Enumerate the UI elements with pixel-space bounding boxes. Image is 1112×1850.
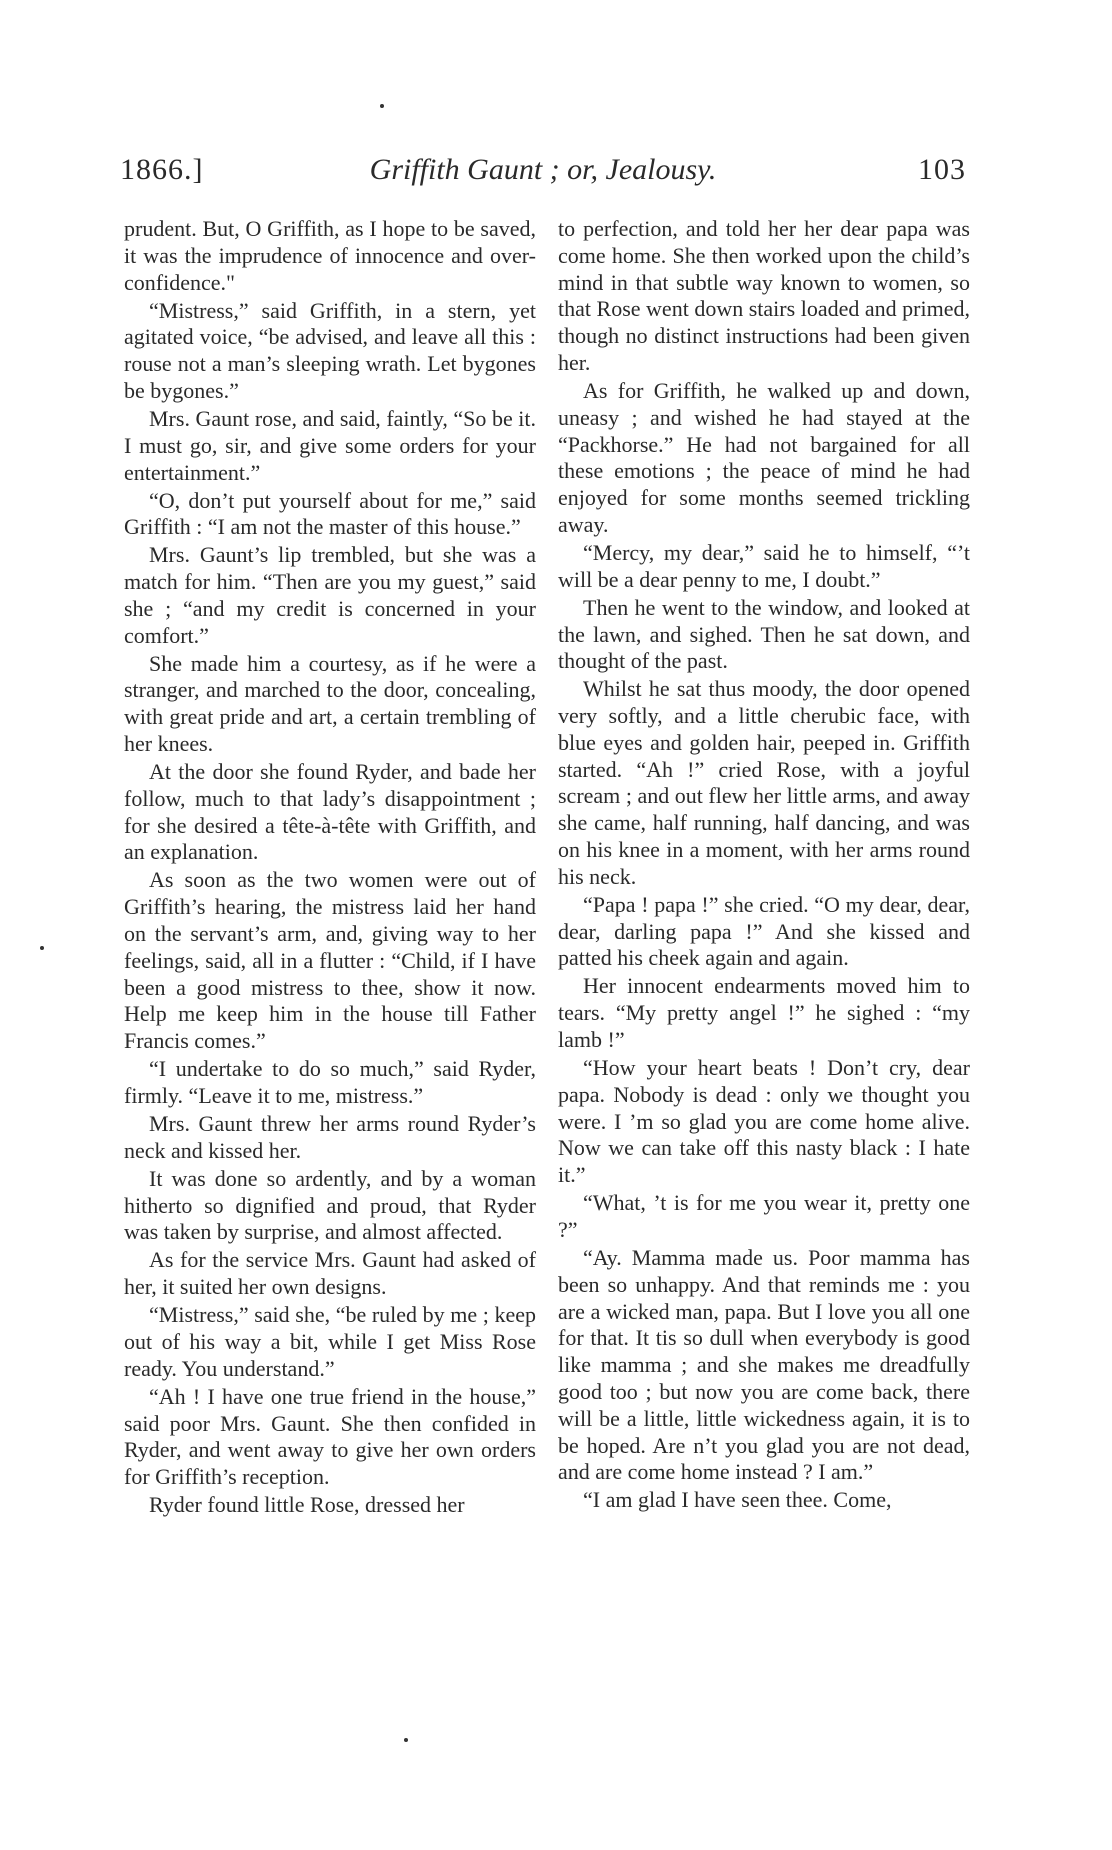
paragraph: Mrs. Gaunt rose, and said, faintly, “So be it. I must go, sir, and give some orders for your entertainment.”	[124, 405, 536, 485]
speck-mark	[380, 104, 384, 108]
paragraph: “I am glad I have seen thee. Come,	[583, 1487, 892, 1513]
paragraph: Whilst he sat thus moody, the door opened very softly, and a little cherubic face, with blue eyes and golden hair, peeped in. Griffith started. “Ah !” cried Rose, with a joyful scream ; and out flew her little arms, and away she came, half running, half dancing, and was on his knee in a moment, with her arms round his neck.	[558, 676, 970, 889]
paragraph: “What, ’t is for me you wear it, pretty one ?”	[558, 1190, 970, 1242]
paragraph: prudent. But, O Griffith, as I hope to be saved, it was the imprudence of innocence and over-confidence."	[124, 216, 536, 295]
paragraph: It was done so ardently, and by a woman hitherto so dignified and proud, that Ryder was taken by surprise, and almost affected.	[124, 1165, 536, 1245]
right-column	[558, 216, 970, 1515]
paragraph: “I undertake to do so much,” said Ryder, firmly. “Leave it to me, mistress.”	[124, 1056, 536, 1108]
paragraph: to perfection, and told her her dear papa was come home. She then worked upon the child’s mind in that subtle way known to women, so that Rose went down stairs loaded and primed, though no distinct instructions had been given her.	[558, 216, 970, 375]
paragraph: “Papa ! papa !” she cried. “O my dear, dear, dear, darling papa !” And she kissed and patted his cheek again and again.	[558, 891, 970, 971]
paragraph: “How your heart beats ! Don’t cry, dear papa. Nobody is dead : only we thought you were. I ’m so glad you are come home alive. Now we can take off this nasty black : I hate it.”	[558, 1055, 970, 1188]
paragraph: Ryder found little Rose, dressed her	[149, 1492, 465, 1518]
paragraph: She made him a courtesy, as if he were a stranger, and marched to the door, concealing, with great pride and art, a certain trembling of her knees.	[124, 650, 536, 757]
paragraph: Mrs. Gaunt’s lip trembled, but she was a match for him. “Then are you my guest,” said she ; “and my credit is concerned in your comfort.”	[124, 542, 536, 648]
paragraph: “Ay. Mamma made us. Poor mamma has been so unhappy. And that reminds me : you are a wicked man, papa. But I love you all one for that. It tis so dull when everybody is good like mamma ; and she makes me dreadfully good too ; but now you are come back, there will be a little, little wickedness again, it is to be hoped. Are n’t you glad you are not dead, and are come home instead ? I am.”	[558, 1244, 970, 1485]
paragraph: “Mistress,” said Griffith, in a stern, yet agitated voice, “be advised, and leave all this : rouse not a man’s sleeping wrath. Let bygones be bygones.”	[124, 297, 536, 403]
paragraph: “Mistress,” said she, “be ruled by me ; keep out of his way a bit, while I get Miss Rose ready. You understand.”	[124, 1302, 536, 1381]
paragraph: Mrs. Gaunt threw her arms round Ryder’s neck and kissed her.	[124, 1110, 536, 1163]
paragraph: Her innocent endearments moved him to tears. “My pretty angel !” he sighed : “my lamb !”	[558, 973, 970, 1053]
paragraph: As for the service Mrs. Gaunt had asked of her, it suited her own designs.	[124, 1247, 536, 1300]
speck-mark	[40, 946, 44, 950]
header-year: 1866.]	[120, 153, 204, 186]
running-header	[120, 145, 966, 195]
paragraph: “Ah ! I have one true friend in the house,” said poor Mrs. Gaunt. She then confided in Ryder, and went away to give her own orders for Griffith’s reception.	[124, 1383, 536, 1490]
paragraph: As for Griffith, he walked up and down, uneasy ; and wished he had stayed at the “Packhorse.” He had not bargained for all these emotions ; the peace of mind he had enjoyed for some months seemed trickling away.	[558, 377, 970, 537]
paragraph: At the door she found Ryder, and bade her follow, much to that lady’s disappointment ; for she desired a tête-à-tête with Griffith, and an explanation.	[124, 759, 536, 865]
speck-mark	[404, 1738, 408, 1742]
page-number: 103	[918, 153, 966, 186]
paragraph: Then he went to the window, and looked at the lawn, and sighed. Then he sat down, and thought of the past.	[558, 594, 970, 674]
paragraph: “Mercy, my dear,” said he to himself, “’t will be a dear penny to me, I doubt.”	[558, 539, 970, 592]
paragraph: As soon as the two women were out of Griffith’s hearing, the mistress laid her hand on the servant’s arm, and, giving way to her feelings, said, all in a flutter : “Child, if I have been a good mistress to thee, show it now. Help me keep him in the house till Father Francis comes.”	[124, 867, 536, 1054]
header-title: Griffith Gaunt ; or, Jealousy.	[369, 153, 717, 186]
paragraph: “O, don’t put yourself about for me,” said Griffith : “I am not the master of this house.”	[124, 487, 536, 540]
left-column	[124, 216, 536, 1520]
